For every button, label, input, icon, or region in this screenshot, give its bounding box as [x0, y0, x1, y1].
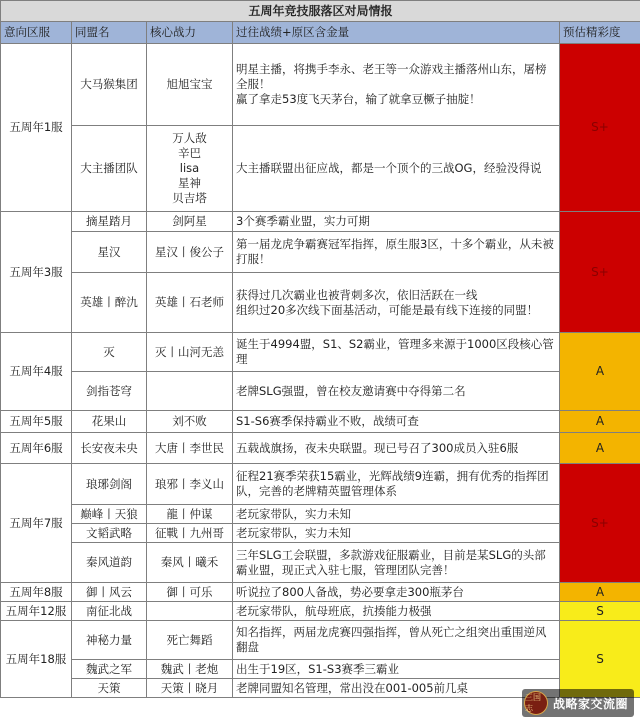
core-cell: 秦风丨曦禾: [147, 543, 233, 583]
record-cell: 明星主播，将携手李永、老王等一众游戏主播落州山东，屠榜全服！ 赢了拿走53度飞天茅台，输了就拿豆橛子抽腚！: [233, 44, 560, 126]
core-cell: 天策丨晓月: [147, 679, 233, 698]
record-cell: 老牌SLG强盟，曾在校友邀请赛中夺得第二名: [233, 372, 560, 411]
table-row: [1, 126, 640, 212]
record-cell: 获得过几次霸业也被背刺多次，依旧活跃在一线 组织过20多次线下面基活动，可能是最有线下连接的同盟！: [233, 273, 560, 333]
rating-cell: A: [560, 433, 640, 464]
alliance-cell: 星汉: [72, 232, 147, 273]
alliance-cell: 剑指苍穹: [72, 372, 147, 411]
core-cell: 灭丨山河无恙: [147, 333, 233, 372]
core-cell: 龍丨仲谋: [147, 505, 233, 524]
rating-cell: S+: [560, 44, 640, 212]
table-row: [1, 583, 640, 602]
record-cell: 老牌同盟知名管理，常出没在001-005前几桌: [233, 679, 560, 698]
record-cell: 大主播联盟出征应战，都是一个顶个的三战OG，经验没得说: [233, 126, 560, 212]
watermark-text: 战略家交流圈: [552, 696, 628, 711]
core-cell: 英雄丨石老师: [147, 273, 233, 333]
alliance-cell: 大主播团队: [72, 126, 147, 212]
alliance-cell: 南征北战: [72, 602, 147, 621]
table-row: [1, 621, 640, 660]
record-cell: 征程21赛季荣获15霸业，光辉战绩9连霸，拥有优秀的指挥团队，完善的老牌精英盟管理体系: [233, 464, 560, 505]
record-cell: 第一届龙虎争霸赛冠军指挥，原生服3区，十多个霸业，从未被打服！: [233, 232, 560, 273]
core-cell: 刘不败: [147, 411, 233, 433]
record-cell: 老玩家带队，实力未知: [233, 505, 560, 524]
alliance-cell: 灭: [72, 333, 147, 372]
core-cell: 旭旭宝宝: [147, 44, 233, 126]
core-cell: 琅邪丨李义山: [147, 464, 233, 505]
alliance-cell: 巅峰丨天狼: [72, 505, 147, 524]
watermark-logo-icon: 三国志: [524, 691, 548, 715]
table-row: [1, 44, 640, 126]
rating-cell: S: [560, 621, 640, 698]
core-cell: 征戰丨九州哥: [147, 524, 233, 543]
rating-cell: A: [560, 411, 640, 433]
core-cell: 魏武丨老炮: [147, 660, 233, 679]
table-row: [1, 524, 640, 543]
table-row: [1, 333, 640, 372]
server-cell: 五周年18服: [1, 621, 72, 698]
core-cell: 御丨可乐: [147, 583, 233, 602]
rating-cell: S+: [560, 212, 640, 333]
server-cell: 五周年5服: [1, 411, 72, 433]
record-cell: 五载战旗扬，夜未央联盟。现已号召了300成员入驻6服: [233, 433, 560, 464]
rating-cell: A: [560, 583, 640, 602]
alliance-cell: 神秘力量: [72, 621, 147, 660]
server-cell: 五周年7服: [1, 464, 72, 583]
alliance-cell: 摘星踏月: [72, 212, 147, 232]
table-row: [1, 464, 640, 505]
record-cell: 出生于19区，S1-S3赛季三霸业: [233, 660, 560, 679]
header-alliance: 同盟名: [72, 22, 147, 44]
table-row: [1, 505, 640, 524]
alliance-cell: 魏武之军: [72, 660, 147, 679]
table-title: 五周年竞技服落区对局情报: [1, 1, 640, 22]
server-cell: 五周年6服: [1, 433, 72, 464]
record-cell: S1-S6赛季保持霸业不败，战绩可查: [233, 411, 560, 433]
alliance-cell: 英雄丨醉氿: [72, 273, 147, 333]
table-row: [1, 433, 640, 464]
record-cell: 三年SLG工会联盟，多款游戏征服霸业，目前是某SLG的头部霸业盟，现正式入驻七服，管理团队完善！: [233, 543, 560, 583]
core-cell: 万人敌 辛巴 lisa 星神 贝吉塔: [147, 126, 233, 212]
header-rating: 预估精彩度: [560, 22, 640, 44]
alliance-cell: 文韬武略: [72, 524, 147, 543]
core-cell: [147, 372, 233, 411]
core-cell: [147, 602, 233, 621]
header-area: 意向区服: [1, 22, 72, 44]
table-row: [1, 660, 640, 679]
watermark: [522, 689, 634, 717]
table-row: [1, 273, 640, 333]
alliance-cell: 长安夜未央: [72, 433, 147, 464]
record-cell: 听说拉了800人备战，势必要拿走300瓶茅台: [233, 583, 560, 602]
table-row: [1, 212, 640, 232]
alliance-cell: 花果山: [72, 411, 147, 433]
record-cell: 知名指挥，两届龙虎赛四强指挥，曾从死亡之组突出重围逆风翻盘: [233, 621, 560, 660]
server-cell: 五周年3服: [1, 212, 72, 333]
record-cell: 老玩家带队，航母班底，抗揍能力极强: [233, 602, 560, 621]
rating-cell: S+: [560, 464, 640, 583]
record-cell: 老玩家带队，实力未知: [233, 524, 560, 543]
core-cell: 剑阿星: [147, 212, 233, 232]
alliance-cell: 天策: [72, 679, 147, 698]
core-cell: 星汉丨俊公子: [147, 232, 233, 273]
table-row: [1, 372, 640, 411]
server-cell: 五周年4服: [1, 333, 72, 411]
record-cell: 3个赛季霸业盟，实力可期: [233, 212, 560, 232]
table-row: [1, 543, 640, 583]
rating-cell: S: [560, 602, 640, 621]
table-row: [1, 411, 640, 433]
rating-cell: A: [560, 333, 640, 411]
table-row: [1, 602, 640, 621]
alliance-cell: 秦风道韵: [72, 543, 147, 583]
core-cell: 大唐丨李世民: [147, 433, 233, 464]
server-cell: 五周年1服: [1, 44, 72, 212]
table-row: [1, 232, 640, 273]
alliance-cell: 琅琊剑阁: [72, 464, 147, 505]
header-record: 过往战绩+原区含金量: [233, 22, 560, 44]
core-cell: 死亡舞蹈: [147, 621, 233, 660]
alliance-cell: 大马猴集团: [72, 44, 147, 126]
record-cell: 诞生于4994盟，S1、S2霸业，管理多来源于1000区段核心管理: [233, 333, 560, 372]
header-core: 核心战力: [147, 22, 233, 44]
server-cell: 五周年12服: [1, 602, 72, 621]
alliance-cell: 御丨风云: [72, 583, 147, 602]
server-cell: 五周年8服: [1, 583, 72, 602]
